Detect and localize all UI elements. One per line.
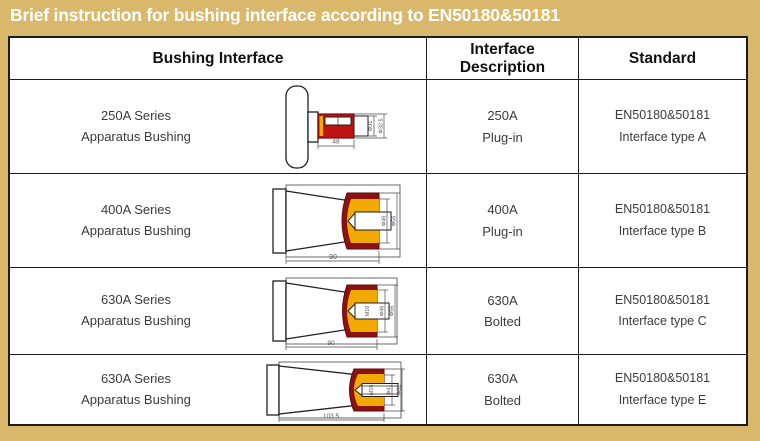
dim-thread-label: M16 [365,305,371,317]
header-bushing-interface: Bushing Interface [10,38,427,80]
table-row-2-description: 400A Plug-in [427,174,579,268]
dim-inner-label: Φ46 [379,305,386,317]
bushing-drawing-630a-bolted-e [264,357,424,423]
dim-inner-label: Φ31 [368,120,374,131]
bushing-drawing-630a-bolted-c [269,271,419,351]
bushing-interface-table [8,36,748,426]
series-label: 630A Series Apparatus Bushing [81,292,191,328]
table-row-4-description: 630A Bolted [427,355,579,424]
table-row-4-bushing [10,355,427,424]
series-label: 630A Series Apparatus Bushing [81,370,191,407]
header-interface-description: Interface Description [427,38,579,80]
dim-length-label: 103.5 [322,412,340,420]
dim-thread-label: M16 [369,384,375,395]
table-row-3-description: 630A Bolted [427,268,579,355]
table-row-3-standard: EN50180&50181 Interface type C [579,268,746,355]
bushing-drawing-250a-plug-in [284,84,404,170]
dim-outer-label: Φ32.5 [378,117,385,134]
table-row-3-bushing [10,268,427,355]
table-row-1-description: 250A Plug-in [427,80,579,174]
dim-outer-label: Φ56 [391,215,398,226]
dim-length-label: 90 [329,253,337,261]
table-row-2-standard: EN50180&50181 Interface type B [579,174,746,268]
table-row-4-standard: EN50180&50181 Interface type E [614,371,711,407]
dim-outer-label: Φ56 [389,305,396,317]
dim-length-label: 48 [332,138,340,145]
dim-inner-label: Φ46 [381,215,388,226]
dim-outer-label: Φ61 [396,384,403,395]
table-row-1-standard: EN50180&50181 Interface type A [579,80,746,174]
series-label: 250A Series Apparatus Bushing [81,107,191,144]
table-row-1-bushing [10,80,427,174]
table-row-2-bushing [10,174,427,268]
page-title: Brief instruction for bushing interface according to EN50180&50181 [10,5,560,25]
series-label: 400A Series Apparatus Bushing [81,201,191,238]
header-standard: Standard [579,38,746,80]
dim-length-label: 90 [327,340,335,347]
dim-inner-label: Φ41 [386,384,393,395]
bushing-drawing-400a-plug-in [269,177,419,265]
